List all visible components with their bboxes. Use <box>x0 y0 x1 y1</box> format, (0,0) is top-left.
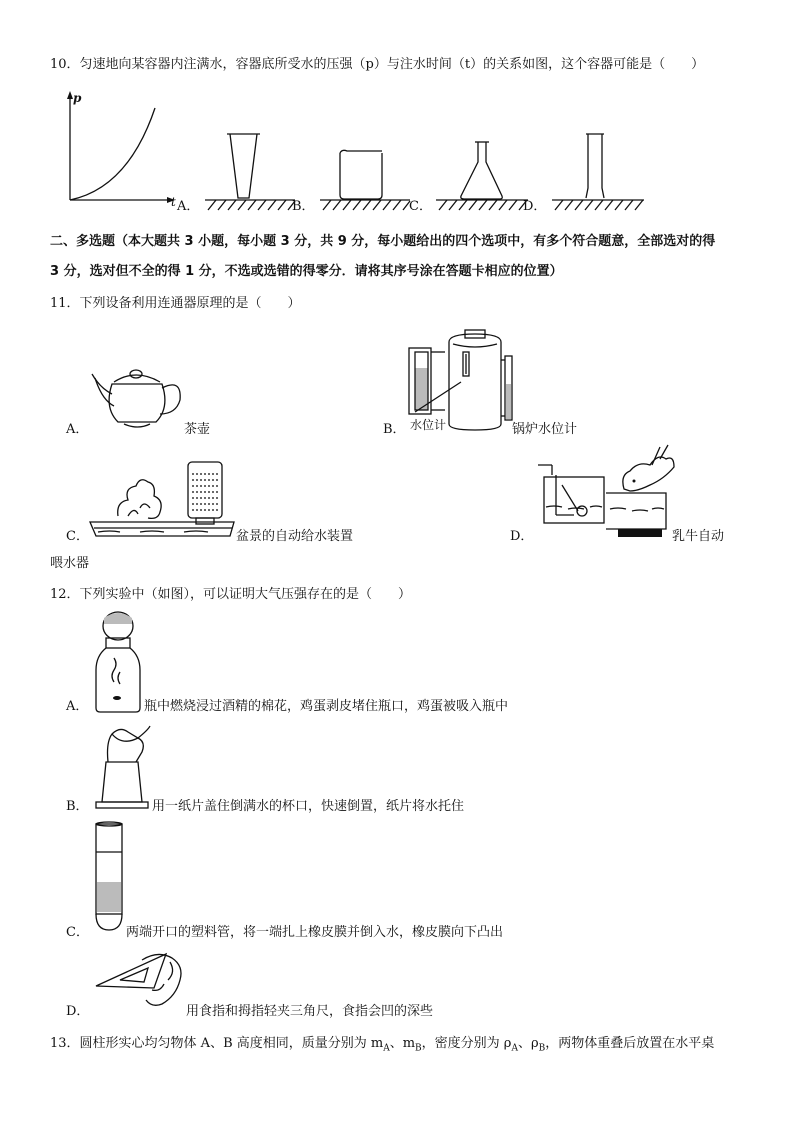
q12-option-c-text: 两端开口的塑料管，将一端扎上橡皮膜并倒入水，橡皮膜向下凸出 <box>126 925 504 940</box>
q12-option-c-letter: C． <box>66 925 89 940</box>
q10-option-c-letter: C． <box>409 199 432 214</box>
q11-option-b-text: 锅炉水位计 <box>512 422 578 437</box>
q12-option-b-letter: B． <box>66 799 89 814</box>
egg-in-bottle-image <box>92 610 144 714</box>
q12-option-d-letter: D． <box>66 1004 90 1019</box>
q13-sub-a1: A <box>383 1043 390 1054</box>
tapered-cup-container <box>205 130 295 212</box>
q13-stem <box>50 1037 714 1054</box>
q13-stem-part5: ，两物体重叠后放置在水平桌 <box>545 1036 715 1051</box>
boiler-water-gauge-image <box>405 330 520 432</box>
q12-option-d-text: 用食指和拇指轻夹三角尺，食指会凹的深些 <box>186 1004 434 1019</box>
q13-stem-part3: ，密度分别为 ρ <box>421 1036 512 1051</box>
section2-header-line2: 3 分，选对但不全的得 1 分，不选或选错的得零分．请将其序号涂在答题卡相应的位置） <box>50 264 563 279</box>
q11-option-a-text: 茶壶 <box>184 422 211 437</box>
plastic-tube-membrane-image <box>92 822 128 934</box>
section2-header-line1: 二、多选题（本大题共 3 小题，每小题 3 分，共 9 分，每小题给出的四个选项中，有多个符合题意，全部选对的得 <box>50 234 716 249</box>
q11-option-c-text: 盆景的自动给水装置 <box>236 529 354 544</box>
conical-flask-container <box>436 138 528 212</box>
q11-option-d-text-cont: 喂水器 <box>50 556 90 571</box>
q13-sub-a2: A <box>511 1043 518 1054</box>
q11-option-c-letter: C． <box>66 529 89 544</box>
bonsai-auto-water-device-image <box>90 458 238 542</box>
q13-stem-part2: 、m <box>389 1036 416 1051</box>
cow-auto-feeder-image <box>534 445 676 543</box>
q12-option-b-text: 用一纸片盖住倒满水的杯口，快速倒置，纸片将水托住 <box>152 799 465 814</box>
q11-option-a-letter: A． <box>66 422 89 437</box>
beaker-container <box>320 145 410 212</box>
q12-stem: 12．下列实验中（如图），可以证明大气压强存在的是（ ） <box>50 587 412 602</box>
q12-option-a-text: 瓶中燃烧浸过酒精的棉花，鸡蛋剥皮堵住瓶口，鸡蛋被吸入瓶中 <box>144 699 509 714</box>
q11-option-b-letter: B． <box>383 422 406 437</box>
q10-option-b-letter: B． <box>292 199 315 214</box>
graph-xlabel: t <box>171 195 176 209</box>
q13-sub-b1: B <box>415 1043 422 1054</box>
pressure-time-graph <box>58 88 178 213</box>
q10-option-d-letter: D． <box>523 199 547 214</box>
q12-option-a-letter: A． <box>66 699 89 714</box>
inverted-cup-paper-image <box>92 722 154 812</box>
q13-stem-part1: 13．圆柱形实心均匀物体 A、B 高度相同，质量分别为 m <box>50 1036 384 1051</box>
graph-ylabel: p <box>73 91 82 105</box>
inverted-tapered-container <box>552 130 644 212</box>
q13-stem-part4: 、ρ <box>517 1036 539 1051</box>
q11-option-b-gauge-label: 水位计 <box>410 418 447 432</box>
q11-option-d-text: 乳牛自动 <box>672 529 725 544</box>
teapot-image <box>90 360 188 432</box>
q10-stem: 10．匀速地向某容器内注满水，容器底所受水的压强（p）与注水时间（t）的关系如图，这个容器可能是（ ） <box>50 57 705 72</box>
q11-option-d-letter: D． <box>510 529 534 544</box>
q13-sub-b2: B <box>538 1043 546 1054</box>
fingers-pinch-triangle-ruler-image <box>92 950 188 1018</box>
q10-option-a-letter: A． <box>177 199 200 214</box>
q11-stem: 11．下列设备利用连通器原理的是（ ） <box>50 296 301 311</box>
